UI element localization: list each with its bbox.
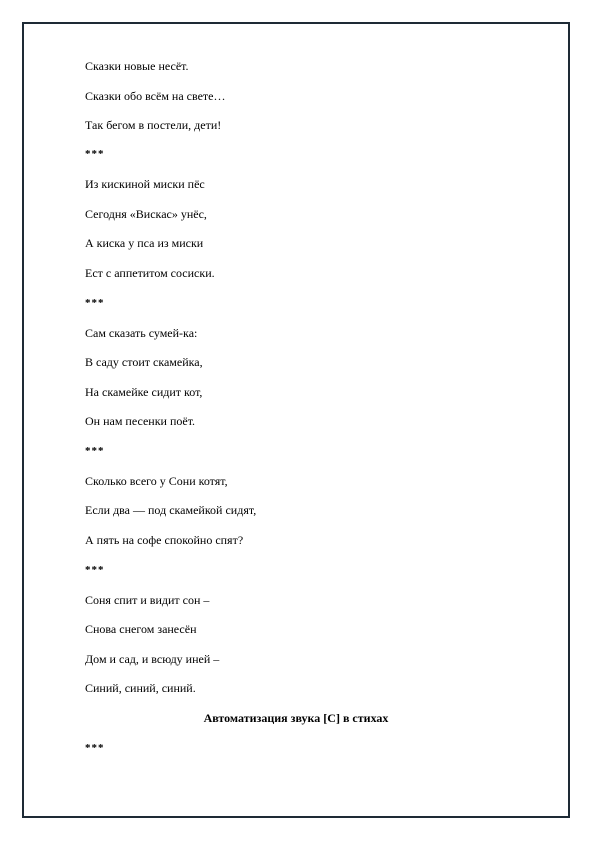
- poem-line: Он нам песенки поёт.: [85, 414, 196, 428]
- stanza-separator: ***: [85, 445, 105, 457]
- poem-line: Соня спит и видит сон –: [85, 593, 210, 607]
- poem-line: А киска у пса из миски: [85, 236, 204, 250]
- poem-line: Дом и сад, и всюду иней –: [85, 652, 220, 666]
- poem-line: Сегодня «Вискас» унёс,: [85, 207, 207, 221]
- poem-line: Если два — под скамейкой сидят,: [85, 503, 257, 517]
- poem-line: Ест с аппетитом сосиски.: [85, 266, 215, 280]
- poem-line: А пять на софе спокойно спят?: [85, 533, 244, 547]
- poem-line: Так бегом в постели, дети!: [85, 118, 222, 132]
- poem-line: На скамейке сидит кот,: [85, 385, 203, 399]
- stanza-separator: ***: [85, 564, 105, 576]
- poem-line: Сказки обо всём на свете…: [85, 89, 226, 103]
- poem-line: Сказки новые несёт.: [85, 59, 189, 73]
- poem-line: Синий, синий, синий.: [85, 681, 196, 695]
- poem-line: Сколько всего у Сони котят,: [85, 474, 228, 488]
- poem-line: Из кискиной миски пёс: [85, 177, 205, 191]
- poem-line: В саду стоит скамейка,: [85, 355, 203, 369]
- stanza-separator: ***: [85, 148, 105, 160]
- section-heading: Автоматизация звука [С] в стихах: [203, 711, 389, 725]
- stanza-separator: ***: [85, 742, 105, 754]
- stanza-separator: ***: [85, 297, 105, 309]
- poem-line: Сам сказать сумей-ка:: [85, 326, 198, 340]
- poem-line: Снова снегом занесён: [85, 622, 197, 636]
